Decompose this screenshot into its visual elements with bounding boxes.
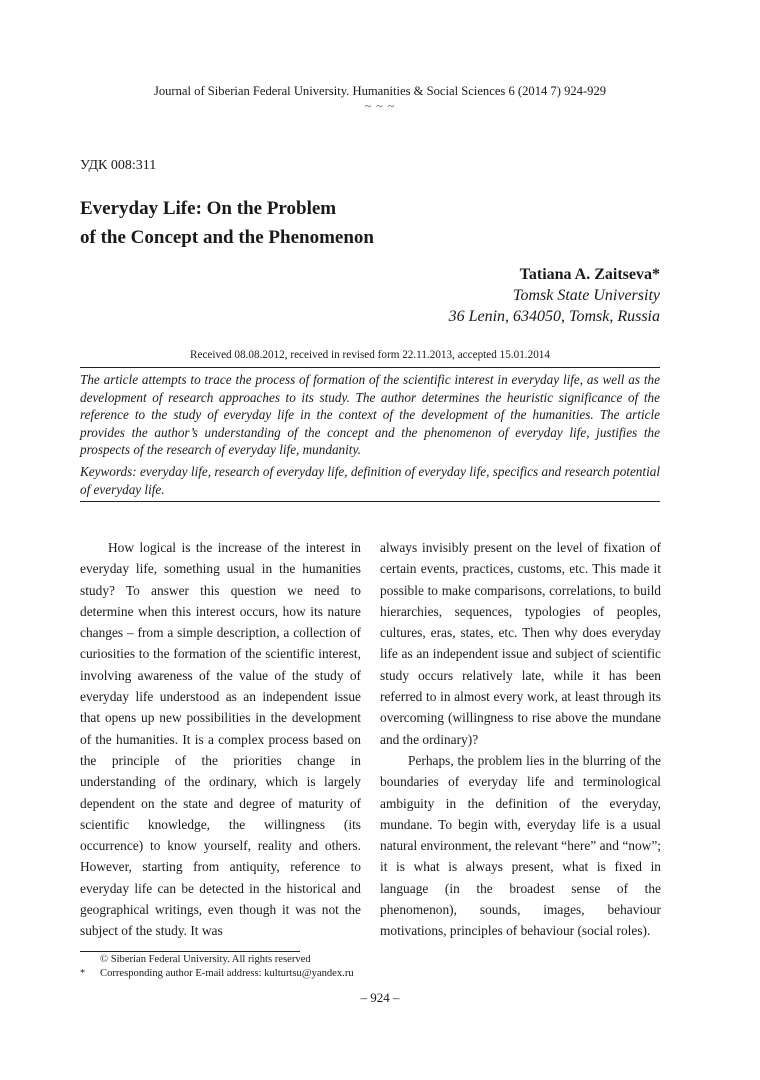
body-paragraph: How logical is the increase of the interest in everyday life, something usual in the humanities study? To answer this question we need to determine when this interest occurs, how its nature changes – from a simple description, a collection of curiosities to the formation of the scientific interest, involving awareness of the value of the study of everyday life understood as an independent issue that opens up new possibilities in the development of the humanities. It is a complex process based on the principle of the priorities change in understanding of the ordinary, which is largely dependent on the state and degree of maturity of scientific knowledge, the willingness (its occurrence) to know yourself, reality and others. However, starting from antiquity, reference to everyday life can be detected in the historical and geographical writings, even though it was not the subject of the study. It was — [80, 540, 361, 939]
author-name: Tatiana A. Zaitseva* — [519, 266, 660, 283]
abstract-bottom-rule — [80, 501, 660, 502]
body-column-right — [380, 537, 661, 942]
abstract: The article attempts to trace the process of formation of the scientific interest in everyday life, as well as the development of research approaches to its study. The author determines the heuristic significance of the reference to the study of everyday life in the context of the development of the humanities. The article provides the author’s understanding of the concept and the phenomenon of everyday life, justifies the prospects of the research of everyday life, mundanity. — [80, 372, 660, 457]
received-dates: Received 08.08.2012, received in revised form 22.11.2013, accepted 15.01.2014 — [190, 349, 550, 361]
udk-code: УДК 008:311 — [80, 158, 157, 173]
body-column-left — [80, 537, 361, 942]
corresponding-author-footnote: Corresponding author E-mail address: kulturtsu@yandex.ru — [100, 968, 354, 979]
body-paragraph: Perhaps, the problem lies in the blurring of the boundaries of everyday life and terminological ambiguity in the definition of the everyday, mundane. To begin with, everyday life is a usual natural environment, the relevant “here” and “now”; it is what is always present, what is fixed in language (in the broadest sense of the phenomenon), sounds, images, behaviour motivations, principles of behaviour (social roles). — [380, 752, 661, 939]
footnote-rule — [80, 951, 300, 952]
abstract-top-rule — [80, 367, 660, 368]
footnote-asterisk: * — [80, 968, 86, 979]
title-line-1: Everyday Life: On the Problem — [80, 198, 337, 219]
author-block — [449, 264, 660, 327]
author-affiliation: Tomsk State University — [513, 287, 660, 304]
article-title — [80, 194, 600, 252]
author-address: 36 Lenin, 634050, Tomsk, Russia — [448, 308, 660, 325]
title-line-2: of the Concept and the Phenomenon — [80, 227, 374, 248]
copyright-footnote: © Siberian Federal University. All rights reserved — [100, 954, 311, 965]
body-paragraph: always invisibly present on the level of fixation of certain events, practices, customs, etc. This made it possible to make comparisons, correlations, to build hierarchies, sequences, typologies of peoples, cultures, eras, states, etc. Then why does everyday life as an independent issue and subject of scientific study occurs relatively late, while it has been referred to in almost every work, at least through its overcoming (willingness to rise above the mundane and the ordinary)? — [380, 540, 661, 747]
page-number: – 924 – — [360, 990, 400, 1005]
header-ornament: ~ ~ ~ — [364, 99, 396, 113]
keywords: Keywords: everyday life, research of everyday life, definition of everyday life, specifics and research potential of everyday life. — [80, 464, 660, 497]
journal-header: Journal of Siberian Federal University. Humanities & Social Sciences 6 (2014 7) 924-929 — [153, 84, 607, 98]
